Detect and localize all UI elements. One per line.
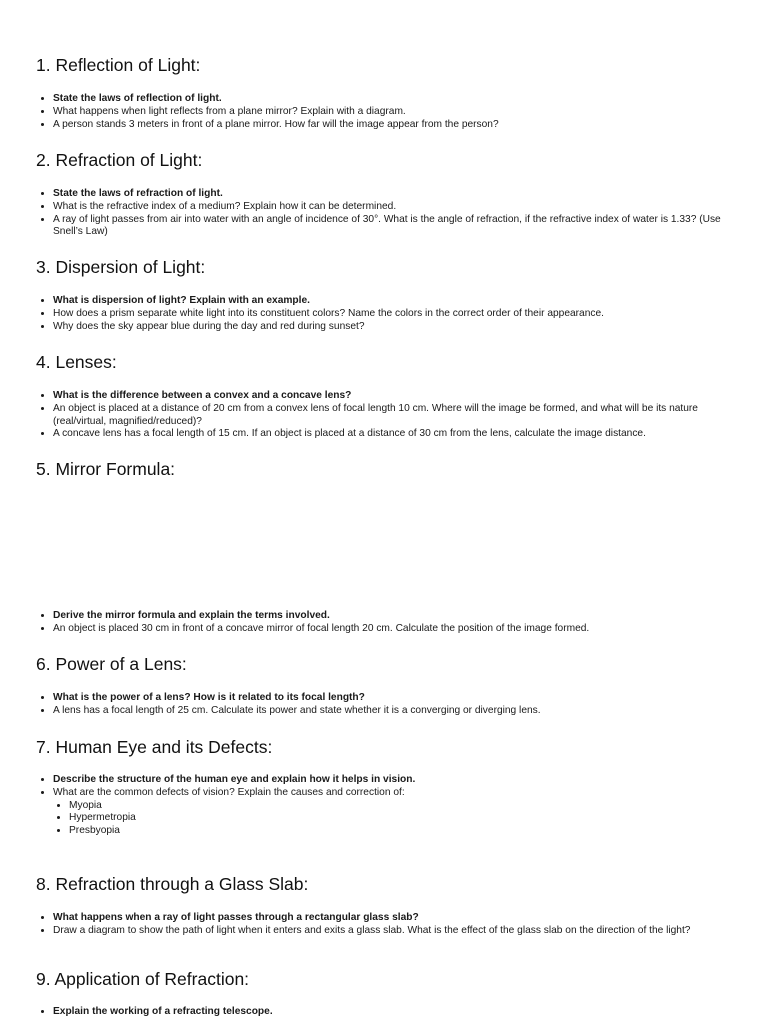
section-glass-slab xyxy=(36,873,732,936)
section-mirror-formula xyxy=(36,458,732,634)
question-list xyxy=(36,774,749,838)
section-heading: 7. Human Eye and its Defects: xyxy=(36,737,273,757)
list-item xyxy=(53,787,749,838)
section-heading: 3. Dispersion of Light: xyxy=(36,257,206,277)
question-list xyxy=(36,610,749,636)
list-item: • How does a prism separate white light into its constituent colors? Name the colors in the correct order of their appearance. xyxy=(53,308,749,321)
list-item: • Why does the sky appear blue during the day and red during sunset? xyxy=(53,321,749,334)
list-item: • An object is placed 30 cm in front of a concave mirror of focal length 20 cm. Calculate the position of the image formed. xyxy=(53,623,749,636)
sub-list-item: • Myopia xyxy=(69,800,749,813)
question-list xyxy=(36,390,749,441)
section-heading: 6. Power of a Lens: xyxy=(36,654,187,674)
section-heading: 4. Lenses: xyxy=(36,352,117,372)
list-item: • A concave lens has a focal length of 15 cm. If an object is placed at a distance of 30 cm from the lens, calculate the image distance. xyxy=(53,428,749,441)
list-item: • What happens when light reflects from a plane mirror? Explain with a diagram. xyxy=(53,106,749,119)
question-list xyxy=(36,295,749,333)
section-lenses xyxy=(36,351,732,440)
question-list xyxy=(36,188,749,239)
question-list xyxy=(36,692,749,718)
list-item: • What is the difference between a convex and a concave lens? xyxy=(53,390,749,403)
list-item: • What happens when a ray of light passes through a rectangular glass slab? xyxy=(53,912,749,925)
list-item: • Derive the mirror formula and explain the terms involved. xyxy=(53,610,749,623)
list-item-text: What are the common defects of vision? Explain the causes and correction of: xyxy=(53,786,405,798)
list-item: • Describe the structure of the human eye and explain how it helps in vision. xyxy=(53,774,749,787)
question-list xyxy=(36,1006,749,1019)
section-refraction xyxy=(36,149,732,238)
section-heading: 2. Refraction of Light: xyxy=(36,150,203,170)
list-item: • State the laws of refraction of light. xyxy=(53,188,749,201)
sub-list-item: • Presbyopia xyxy=(69,825,749,838)
section-dispersion xyxy=(36,256,732,332)
section-power-of-lens xyxy=(36,653,732,716)
list-item: • Draw a diagram to show the path of light when it enters and exits a glass slab. What is the effect of the glass slab on the direction of the light? xyxy=(53,925,749,938)
list-item: • A lens has a focal length of 25 cm. Calculate its power and state whether it is a converging or diverging lens. xyxy=(53,705,749,718)
question-list xyxy=(36,93,749,131)
question-list xyxy=(36,912,749,938)
list-item: • What is the refractive index of a medium? Explain how it can be determined. xyxy=(53,201,749,214)
section-reflection xyxy=(36,54,732,130)
list-item: • Explain the working of a refracting telescope. xyxy=(53,1006,749,1019)
section-heading: 1. Reflection of Light: xyxy=(36,55,201,75)
sub-list xyxy=(53,800,749,838)
section-heading: 5. Mirror Formula: xyxy=(36,459,176,479)
list-item: • An object is placed at a distance of 20 cm from a convex lens of focal length 10 cm. Where will the image be formed, and what will be its nature (real/virtual, magnified/reduced)? xyxy=(53,403,749,429)
list-item: • A person stands 3 meters in front of a plane mirror. How far will the image appear from the person? xyxy=(53,119,749,132)
section-heading: 8. Refraction through a Glass Slab: xyxy=(36,874,309,894)
list-item: • State the laws of reflection of light. xyxy=(53,93,749,106)
list-item: • What is the power of a lens? How is it related to its focal length? xyxy=(53,692,749,705)
section-human-eye xyxy=(36,736,732,837)
section-heading: 9. Application of Refraction: xyxy=(36,969,250,989)
sub-list-item: • Hypermetropia xyxy=(69,812,749,825)
list-item: • What is dispersion of light? Explain with an example. xyxy=(53,295,749,308)
list-item: • A ray of light passes from air into water with an angle of incidence of 30°. What is the angle of refraction, if the refractive index of water is 1.33? (Use Snell’s Law) xyxy=(53,214,749,240)
section-application-refraction xyxy=(36,968,732,1017)
